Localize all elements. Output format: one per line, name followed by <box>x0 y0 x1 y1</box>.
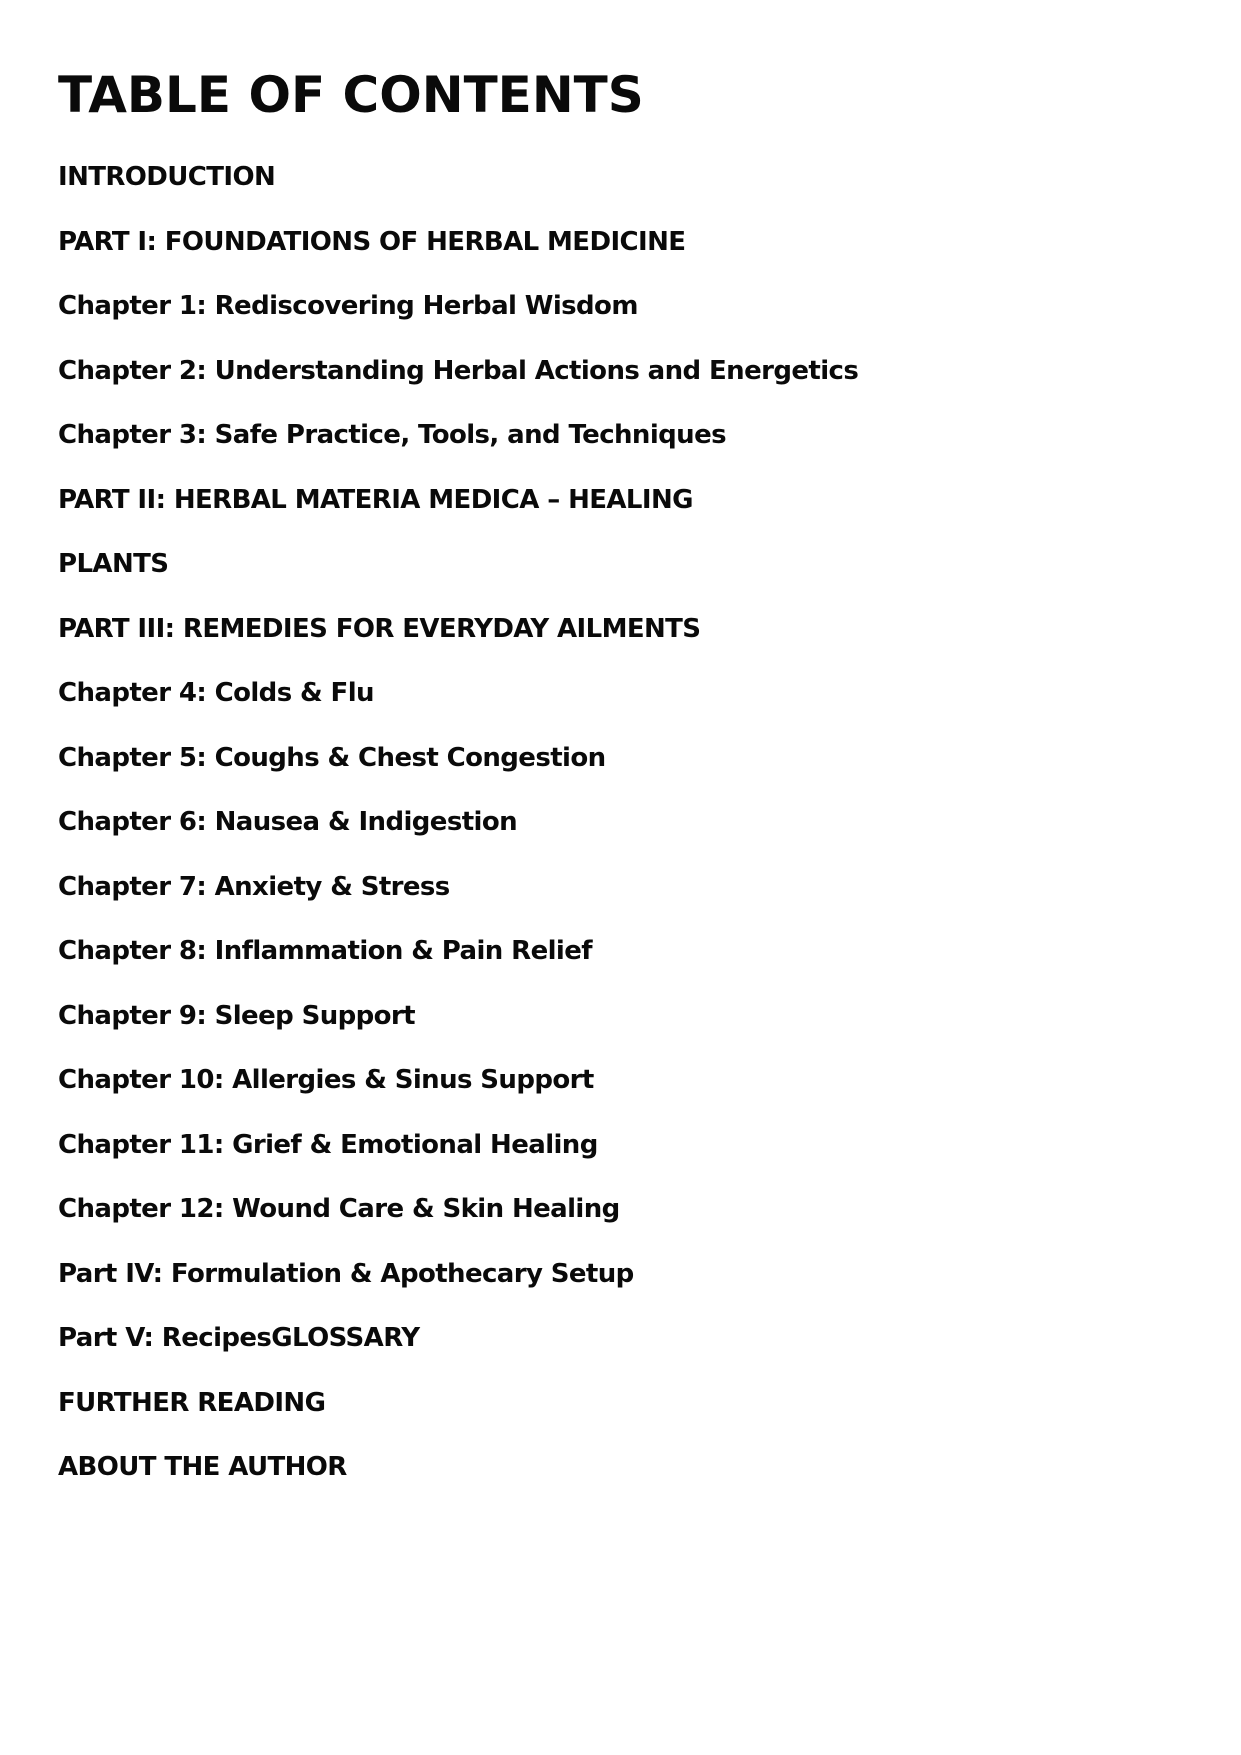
toc-entry-chapter-8: Chapter 8: Inflammation & Pain Relief <box>58 936 592 966</box>
toc-entry-part-2: PART II: HERBAL MATERIA MEDICA – HEALING <box>58 484 693 515</box>
toc-entry-chapter-6: Chapter 6: Nausea & Indigestion <box>58 807 518 837</box>
toc-entry-chapter-3: Chapter 3: Safe Practice, Tools, and Techniques <box>58 420 726 450</box>
toc-entry-part-1: PART I: FOUNDATIONS OF HERBAL MEDICINE <box>58 226 686 257</box>
toc-entry-chapter-4: Chapter 4: Colds & Flu <box>58 678 374 708</box>
toc-entry-about-the-author: ABOUT THE AUTHOR <box>58 1452 347 1482</box>
toc-entry-chapter-2: Chapter 2: Understanding Herbal Actions and Energetics <box>58 355 859 386</box>
toc-entry-chapter-9: Chapter 9: Sleep Support <box>58 1000 415 1031</box>
toc-entry-chapter-5: Chapter 5: Coughs & Chest Congestion <box>58 742 606 773</box>
toc-entry-part-5: Part V: RecipesGLOSSARY <box>58 1323 420 1353</box>
toc-entry-introduction: INTRODUCTION <box>58 162 276 192</box>
toc-list <box>58 160 858 1515</box>
toc-entry-further-reading: FURTHER READING <box>58 1387 326 1418</box>
toc-entry-chapter-1: Chapter 1: Rediscovering Herbal Wisdom <box>58 291 638 321</box>
toc-entry-chapter-10: Chapter 10: Allergies & Sinus Support <box>58 1065 594 1095</box>
toc-entry-part-4: Part IV: Formulation & Apothecary Setup <box>58 1258 634 1289</box>
page-title: TABLE OF CONTENTS <box>58 66 644 124</box>
toc-entry-chapter-11: Chapter 11: Grief & Emotional Healing <box>58 1129 598 1160</box>
toc-entry-chapter-7: Chapter 7: Anxiety & Stress <box>58 871 450 902</box>
toc-entry-chapter-12: Chapter 12: Wound Care & Skin Healing <box>58 1194 620 1224</box>
toc-entry-part-3: PART III: REMEDIES FOR EVERYDAY AILMENTS <box>58 613 701 644</box>
toc-entry-part-2-continued: PLANTS <box>58 549 169 579</box>
